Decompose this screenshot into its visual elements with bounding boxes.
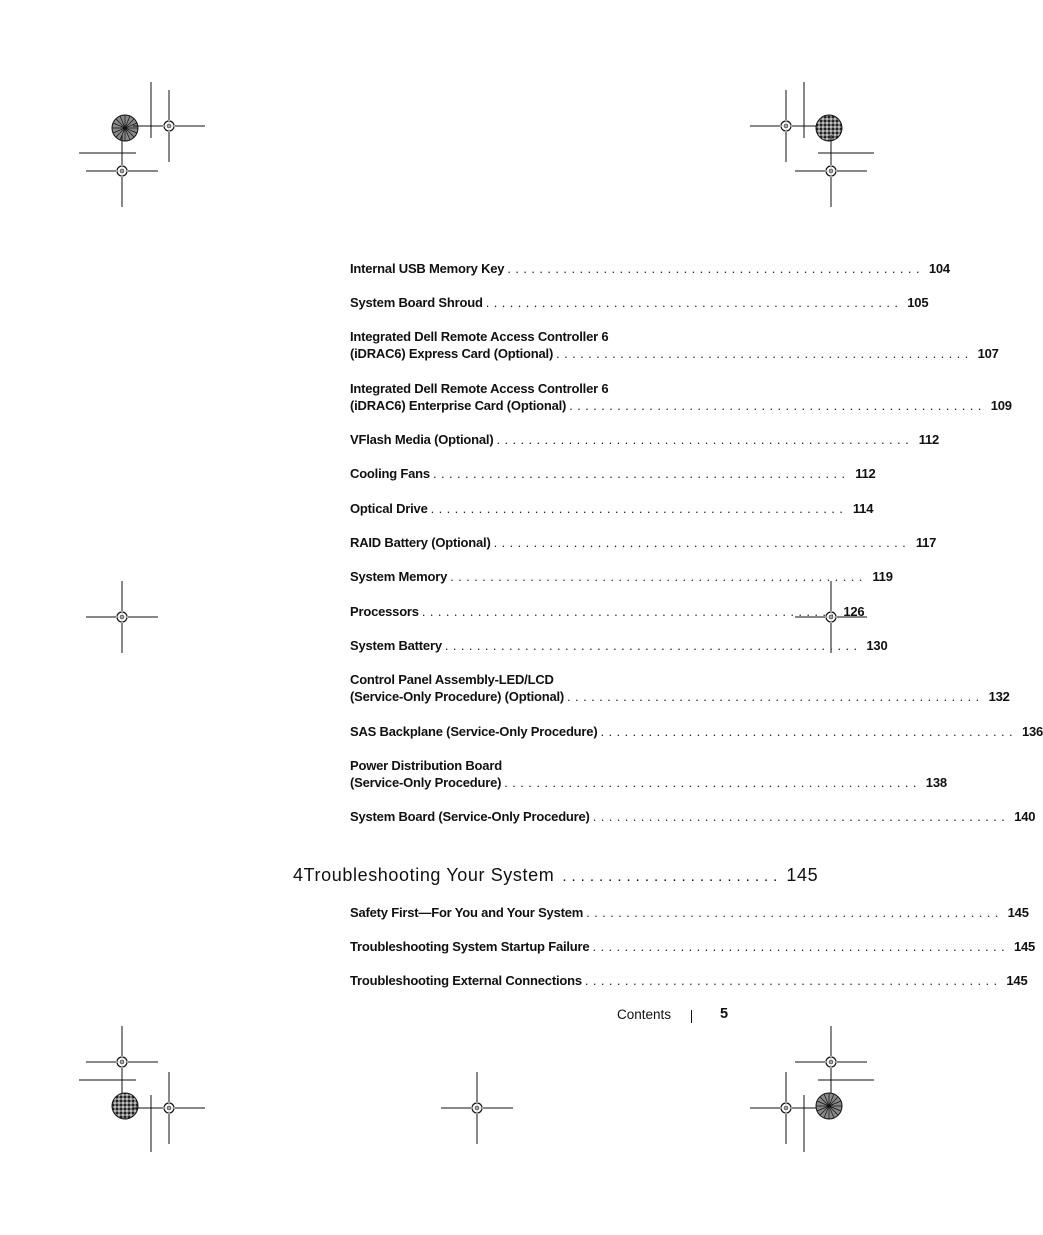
toc-entry-title: System Board (Service-Only Procedure) xyxy=(350,809,590,824)
toc-entry[interactable] xyxy=(350,938,1036,955)
toc-entry-page: 145 xyxy=(1007,905,1029,920)
toc-entry[interactable] xyxy=(350,500,874,517)
toc-entry-page: 112 xyxy=(855,466,876,481)
dot-leader: .................................................... xyxy=(430,501,848,516)
dot-leader: ........................ xyxy=(562,868,783,885)
toc-entry-page: 145 xyxy=(1013,939,1036,954)
toc-entry-title: Safety First—For You and Your System xyxy=(350,905,584,920)
footer-section-label: Contents xyxy=(617,1007,672,1022)
toc-entry-title: VFlash Media (Optional) xyxy=(350,432,494,447)
dot-leader: .................................................... xyxy=(584,973,1002,988)
toc-entry[interactable] xyxy=(350,972,1028,989)
footer-page-number: 5 xyxy=(720,1006,729,1022)
toc-entry-page: 145 xyxy=(1006,973,1028,988)
toc-entry-page: 104 xyxy=(928,261,950,276)
dot-leader: .................................................... xyxy=(421,604,839,619)
chapter-title: Troubleshooting Your System xyxy=(303,865,555,885)
toc-entry-page: 130 xyxy=(866,638,888,653)
toc-entry-title: (iDRAC6) Express Card (Optional) xyxy=(350,346,554,361)
toc-entry-page: 105 xyxy=(907,295,929,310)
toc-entry[interactable] xyxy=(350,568,893,585)
dot-leader: .................................................... xyxy=(569,398,986,413)
toc-entry[interactable] xyxy=(350,328,999,362)
toc-entry-page: 140 xyxy=(1014,809,1036,824)
dot-leader: .................................................... xyxy=(600,724,1018,739)
toc-entry-title-line1: Power Distribution Board xyxy=(350,758,502,773)
toc-entry-page: 109 xyxy=(990,398,1012,413)
dot-leader: .................................................... xyxy=(444,638,862,653)
toc-entry[interactable] xyxy=(350,465,876,482)
toc-entry[interactable] xyxy=(350,671,1010,705)
toc-entry-title: System Memory xyxy=(350,569,448,584)
toc-entry-title: Troubleshooting External Connections xyxy=(350,973,582,988)
toc-entry-title: System Board Shroud xyxy=(350,295,483,310)
toc-entry[interactable] xyxy=(350,904,1029,921)
toc-entry-title: SAS Backplane (Service-Only Procedure) xyxy=(350,724,598,739)
toc-entry[interactable] xyxy=(350,757,947,791)
starburst-icon xyxy=(816,1093,842,1119)
toc-entry[interactable] xyxy=(350,808,1036,825)
toc-entry-title: RAID Battery (Optional) xyxy=(350,535,491,550)
dot-leader: .................................................... xyxy=(493,535,911,550)
toc-entry-page: 136 xyxy=(1021,724,1043,739)
toc-entry-title: (iDRAC6) Enterprise Card (Optional) xyxy=(350,398,567,413)
toc-entry-page: 107 xyxy=(977,346,999,361)
dot-leader: .................................................... xyxy=(504,775,921,790)
chapter-heading[interactable] xyxy=(293,864,819,888)
toc-entry-title: System Battery xyxy=(350,638,442,653)
starburst-icon xyxy=(112,1093,138,1119)
dot-leader: .................................................... xyxy=(592,809,1010,824)
dot-leader: .................................................... xyxy=(567,689,984,704)
toc-entry-page: 117 xyxy=(915,535,937,550)
toc-entry-title-line1: Integrated Dell Remote Access Controller 6 xyxy=(350,329,609,344)
toc-entry-title: Cooling Fans xyxy=(350,466,430,481)
toc-entry[interactable] xyxy=(350,603,865,620)
dot-leader: .................................................... xyxy=(507,261,924,276)
toc-entry[interactable] xyxy=(350,380,1012,414)
toc-entry-title-line1: Integrated Dell Remote Access Controller 6 xyxy=(350,381,609,396)
dot-leader: .................................................... xyxy=(432,466,850,481)
chapter-number: 4 xyxy=(293,865,304,885)
toc-entry-page: 112 xyxy=(918,432,940,447)
starburst-icon xyxy=(816,115,842,141)
dot-leader: .................................................... xyxy=(586,905,1003,920)
toc-entry-page: 114 xyxy=(852,501,874,516)
toc-entry-title-line1: Control Panel Assembly-LED/LCD xyxy=(350,672,554,687)
dot-leader: .................................................... xyxy=(450,569,867,584)
dot-leader: .................................................... xyxy=(592,939,1010,954)
toc-entry-title: Optical Drive xyxy=(350,501,428,516)
toc-entry-page: 126 xyxy=(843,604,865,619)
dot-leader: .................................................... xyxy=(556,346,973,361)
toc-entry-page: 119 xyxy=(872,569,893,584)
toc-entry-title: (Service-Only Procedure) xyxy=(350,775,502,790)
toc-entry-page: 132 xyxy=(988,689,1010,704)
toc-entry[interactable] xyxy=(350,294,929,311)
dot-leader: .................................................... xyxy=(485,295,903,310)
chapter-page: 145 xyxy=(786,865,819,885)
toc-entry-title: (Service-Only Procedure) (Optional) xyxy=(350,689,565,704)
toc-entry-title: Troubleshooting System Startup Failure xyxy=(350,939,590,954)
toc-entry[interactable] xyxy=(350,431,940,448)
toc-entry-title: Internal USB Memory Key xyxy=(350,261,505,276)
toc-entry[interactable] xyxy=(350,260,950,277)
footer-divider xyxy=(691,1010,692,1023)
toc-entry-page: 138 xyxy=(925,775,947,790)
toc-entry[interactable] xyxy=(350,637,888,654)
starburst-icon xyxy=(112,115,138,141)
toc-entry[interactable] xyxy=(350,534,937,551)
toc-entry-title: Processors xyxy=(350,604,419,619)
dot-leader: .................................................... xyxy=(496,432,914,447)
toc-entry[interactable] xyxy=(350,723,1043,740)
